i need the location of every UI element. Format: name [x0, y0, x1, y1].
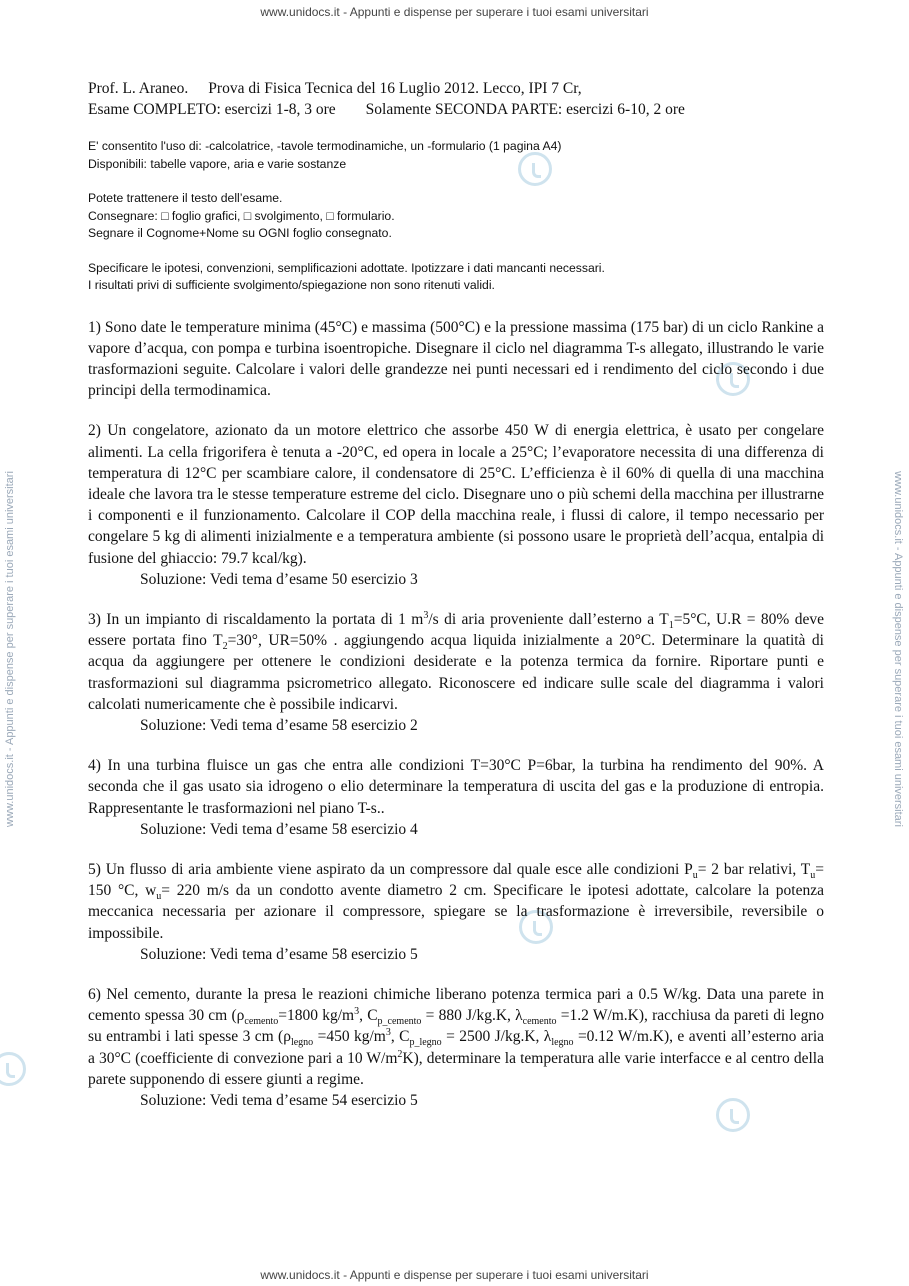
exercise-4-solution: Soluzione: Vedi tema d’esame 58 esercizio 4	[140, 820, 418, 838]
unidocs-watermark-icon	[0, 1052, 26, 1086]
exercise-6-text: 6) Nel cemento, durante la presa le reazioni chimiche liberano potenza termica pari a 0.5 W/kg. Data una parete in cemento spessa 30 cm ($\rho_{cemento}=1800$ $kg/m^3$, $C_{p\_cemento} = 880$ J/kg.K, $\lambda_{cemento} =1.2$ W/m.K), racchiusa da pareti di legno su entrambi i lati spesse 3 cm ($\rho_{legno} =450$ $kg/m^3$, $C_{p\_legno} = 2500$ J/kg.K, $\lambda_{legno} =0.12$ W/m.K), e aventi all’esterno aria a 30°C (coefficiente di convezione pari a 10 $W/m^2K$), determinare la temperatura alle varie interfacce e al centro della parete supponendo di essere giunti a regime.	[88, 985, 825, 1088]
exam-header	[88, 78, 824, 120]
watermark-banner-bottom: www.unidocs.it - Appunti e dispense per superare i tuoi esami universitari	[260, 1268, 649, 1282]
invalid-line: I risultati privi di sufficiente svolgimento/spiegazione non sono ritenuti validi.	[88, 278, 495, 292]
exercise-5	[88, 859, 824, 965]
exercise-3	[88, 609, 824, 736]
specify-line: Specificare le ipotesi, convenzioni, semplificazioni adottate. Ipotizzare i dati mancanti necessari.	[88, 260, 605, 275]
exercise-6-solution: Soluzione: Vedi tema d’esame 54 esercizio 5	[140, 1092, 418, 1109]
exercise-1	[88, 317, 824, 402]
exam-title: Prova di Fisica Tecnica del 16 Luglio 2012. Lecco, IPI 7 Cr,	[208, 80, 582, 97]
instruction-notes	[88, 260, 824, 295]
exam-document	[88, 78, 824, 1111]
deliver-line: Consegnare: □ foglio grafici, □ svolgimento, □ formulario.	[88, 208, 395, 223]
exercise-6	[88, 984, 824, 1111]
exercise-2-solution: Soluzione: Vedi tema d’esame 50 esercizio 3	[140, 570, 418, 588]
exercise-2-text: 2) Un congelatore, azionato da un motore elettrico che assorbe 450 W di energia elettrica, è usato per congelare alimenti. La cella frigorifera è tenuta a -20°C, ed opera in locale a 25°C; l’evaporatore necessita di una differenza di temperatura di 12°C per scambiare calore, il condensatore di 25°C. L’efficienza è il 60% di quella di una macchina ideale che lavora tra le stesse temperature estreme del ciclo. Disegnare uno o più schemi della macchina per illustrarne i componenti e il funzionamento. Calcolare il COP della macchina reale, i flussi di calore, il tempo necessario per congelare 5 kg di alimenti inizialmente e a temperatura ambiente (si possono usare le proprietà dell’acqua, entalpia di fusione del ghiaccio: 79.7 kcal/kg).	[88, 422, 824, 567]
watermark-side-left: www.unidocs.it - Appunti e dispense per superare i tuoi esami universitari	[4, 471, 16, 827]
exercise-5-solution: Soluzione: Vedi tema d’esame 58 esercizio 5	[140, 945, 418, 963]
delivery-notes	[88, 190, 824, 243]
professor-name: Prof. L. Araneo.	[88, 80, 189, 97]
exercise-4-text: 4) In una turbina fluisce un gas che entra alle condizioni T=30°C P=6bar, la turbina ha rendimento del 90%. A seconda che il gas usato sia idrogeno o elio determinare la temperatura di uscita del gas e la produzione di entropia. Rappresentante le trasformazioni nel piano T-s..	[88, 757, 824, 817]
exam-full-info: Esame COMPLETO: esercizi 1-8, 3 ore	[88, 101, 336, 118]
exercise-4	[88, 755, 824, 840]
exercise-5-text: 5) Un flusso di aria ambiente viene aspirato da un compressore dal quale esce alle condizioni $P_u= 2$ bar relativi, $T_u= 150$ °C, $w_u= 220$ m/s da un condotto avente diametro 2 cm. Specificare le ipotesi adottate, calcolare la potenza meccanica necessaria per azionare il compressore, spiegare se la trasformazione è irreversibile, reversibile o impossibile.	[88, 860, 824, 942]
watermark-banner-top: www.unidocs.it - Appunti e dispense per superare i tuoi esami universitari	[260, 5, 649, 19]
allowed-notes	[88, 138, 824, 173]
exercise-3-text: 3) In un impianto di riscaldamento la portata di 1 $m^3/s$ di aria proveniente dall’esterno a $T_1=5^\circ C$, U.R = 80% deve essere portata fino $T_2=30^\circ$, UR=50% . aggiungendo acqua liquida inizialmente a 20°C. Determinare la quatità di acqua da aggiungere per ottenere le condizioni desiderate e la potenza termica da fornire. Riportare punti e trasformazioni sul diagramma psicrometrico allegato. Riconoscere ed indicare sulle scale del diagramma i valori calcolati numericamente che è possibile indicarvi.	[88, 609, 824, 713]
watermark-side-right: www.unidocs.it - Appunti e dispense per superare i tuoi esami universitari	[892, 471, 904, 827]
available-line: Disponibili: tabelle vapore, aria e varie sostanze	[88, 156, 347, 171]
exercise-2	[88, 420, 824, 590]
keep-line: Potete trattenere il testo dell’esame.	[88, 191, 283, 205]
exam-part-info: Solamente SECONDA PARTE: esercizi 6-10, 2 ore	[365, 101, 685, 118]
name-line: Segnare il Cognome+Nome su OGNI foglio consegnato.	[88, 226, 392, 240]
exercise-3-solution: Soluzione: Vedi tema d’esame 58 esercizio 2	[140, 716, 418, 734]
exercise-1-text: 1) Sono date le temperature minima (45°C) e massima (500°C) e la pressione massima (175 bar) di un ciclo Rankine a vapore d’acqua, con pompa e turbina isoentropiche. Disegnare il ciclo nel diagramma T-s allegato, illustrando le varie trasformazioni seguite. Calcolare i valori delle grandezze nei punti necessari ed i rendimento del ciclo secondo i due principi della termodinamica.	[88, 318, 824, 400]
allowed-line: E' consentito l'uso di: -calcolatrice, -tavole termodinamiche, un -formulario (1 pagina A4)	[88, 139, 562, 153]
